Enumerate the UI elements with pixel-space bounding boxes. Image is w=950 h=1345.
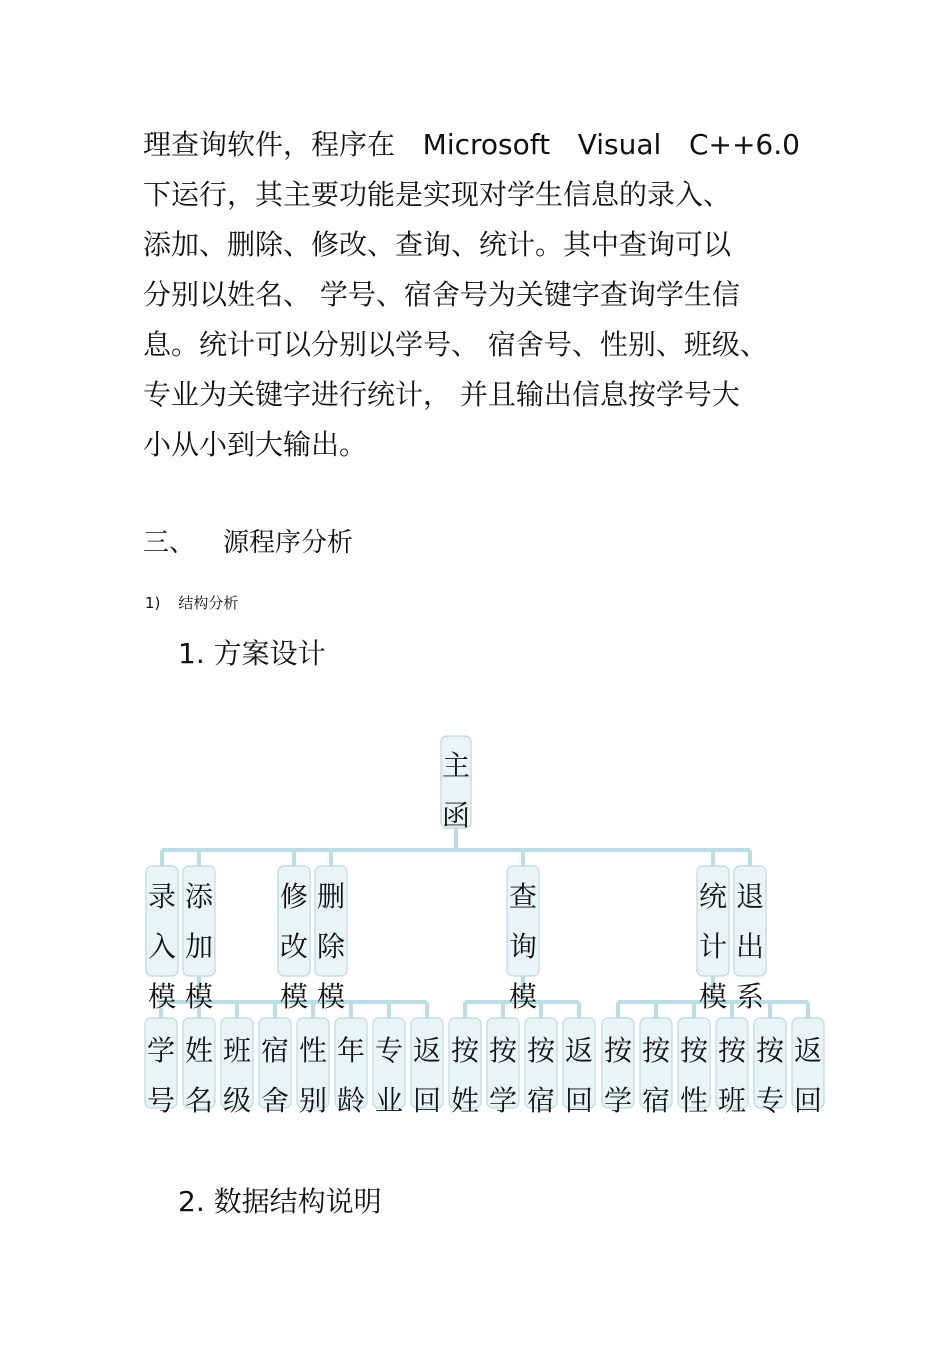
section-number: 三、 <box>143 528 196 558</box>
heading-scheme-design: 1. 方案设计 <box>178 637 326 670</box>
function-node-label: 年 <box>336 1034 366 1067</box>
function-node-label: 回 <box>412 1084 442 1117</box>
function-node-label: 舍 <box>260 1084 290 1117</box>
module-node-label: 录 <box>147 880 177 913</box>
function-node-label: 学 <box>603 1084 633 1117</box>
line1-part: Visual <box>577 128 662 161</box>
function-node-label: 姓 <box>184 1034 214 1067</box>
function-node-label: 宿 <box>641 1084 671 1117</box>
function-node-label: 返 <box>793 1034 823 1067</box>
module-node-label: 出 <box>735 930 765 963</box>
function-node-label: 宿 <box>260 1034 290 1067</box>
function-node-label: 按 <box>679 1034 709 1067</box>
module-node-label: 添 <box>184 880 214 913</box>
subsection-title: 结构分析 <box>178 594 239 612</box>
module-node-label: 退 <box>735 880 765 913</box>
function-node-label: 返 <box>564 1034 594 1067</box>
subsection-number: 1) <box>145 594 161 612</box>
module-node-label: 修 <box>279 880 309 913</box>
module-node-label: 模 <box>316 980 346 1013</box>
function-node-label: 专 <box>374 1034 404 1067</box>
function-node-label: 按 <box>603 1034 633 1067</box>
function-node-label: 业 <box>374 1084 404 1117</box>
root-node-label: 主 <box>441 749 471 782</box>
paragraph-line: 专业为关键字进行统计， 并且输出信息按学号大 <box>143 378 740 411</box>
function-node-label: 学 <box>488 1084 518 1117</box>
section-title: 源程序分析 <box>223 528 354 558</box>
module-node-label: 询 <box>508 930 538 963</box>
function-node-label: 返 <box>412 1034 442 1067</box>
function-node-label: 级 <box>222 1084 252 1117</box>
line1-part: C++6.0 <box>688 128 800 161</box>
heading-data-structure: 2. 数据结构说明 <box>178 1185 382 1218</box>
function-node-label: 宿 <box>526 1084 556 1117</box>
function-node-label: 班 <box>222 1034 252 1067</box>
module-node-label: 查 <box>508 880 538 913</box>
module-node-label: 除 <box>316 930 346 963</box>
module-node-label: 入 <box>147 930 177 963</box>
module-node-label: 删 <box>316 880 346 913</box>
function-node-label: 按 <box>717 1034 747 1067</box>
module-node-label: 系 <box>735 980 765 1013</box>
module-node-label: 模 <box>184 980 214 1013</box>
function-node-label: 龄 <box>336 1084 366 1117</box>
function-node-label: 性 <box>298 1034 328 1067</box>
line1-part: 理查询软件，程序在 <box>143 128 396 161</box>
function-node-label: 按 <box>488 1034 518 1067</box>
paragraph-line: 息。统计可以分别以学号、 宿舍号、性别、班级、 <box>143 328 768 361</box>
function-node-label: 按 <box>450 1034 480 1067</box>
function-node-label: 姓 <box>450 1084 480 1117</box>
line1-part: Microsoft <box>422 128 551 161</box>
function-node-label: 名 <box>184 1084 214 1117</box>
function-node-label: 别 <box>298 1084 328 1117</box>
function-node-label: 性 <box>679 1084 709 1117</box>
function-node-label: 学 <box>146 1034 176 1067</box>
root-node-label: 函 <box>441 799 471 832</box>
module-node-label: 模 <box>698 980 728 1013</box>
function-node-label: 班 <box>717 1084 747 1117</box>
function-node-label: 号 <box>146 1084 176 1117</box>
paragraph-line: 下运行，其主要功能是实现对学生信息的录入、 <box>143 178 732 211</box>
function-node-label: 按 <box>641 1034 671 1067</box>
paragraph-line: 小从小到大输出。 <box>143 428 368 461</box>
function-node-label: 回 <box>793 1084 823 1117</box>
module-node-label: 统 <box>698 880 728 913</box>
function-node-label: 按 <box>755 1034 785 1067</box>
module-node-label: 计 <box>698 930 728 963</box>
module-node-label: 改 <box>279 930 309 963</box>
paragraph-line: 添加、删除、修改、查询、统计。其中查询可以 <box>143 228 732 261</box>
module-node-label: 加 <box>184 930 214 963</box>
function-node-label: 专 <box>755 1084 785 1117</box>
module-node-label: 模 <box>508 980 538 1013</box>
module-node-label: 模 <box>279 980 309 1013</box>
paragraph-line: 分别以姓名、 学号、宿舍号为关键字查询学生信 <box>143 278 740 311</box>
module-node-label: 模 <box>147 980 177 1013</box>
function-node-label: 按 <box>526 1034 556 1067</box>
function-node-label: 回 <box>564 1084 594 1117</box>
